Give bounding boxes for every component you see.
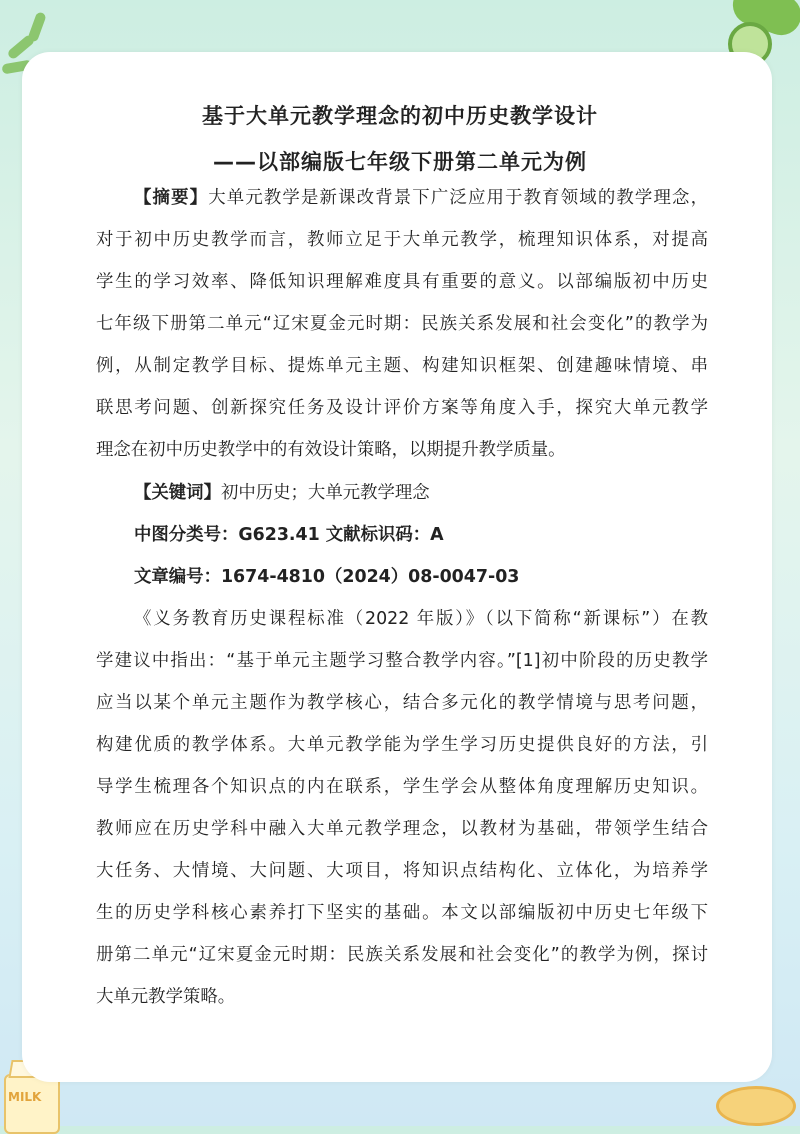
body-line: 册第二单元“辽宋夏金元时期：民族关系发展和社会变化”的教学为例，探讨 xyxy=(96,945,708,965)
abstract-line: 学生的学习效率、降低知识理解难度具有重要的意义。以部编版初中历史 xyxy=(96,272,708,292)
abstract-line: 七年级下册第二单元“辽宋夏金元时期：民族关系发展和社会变化”的教学为 xyxy=(96,314,708,334)
abstract-label: 【摘要】 xyxy=(134,188,209,208)
keywords-label: 【关键词】 xyxy=(134,483,221,503)
body-line: 应当以某个单元主题作为教学核心，结合多元化的教学情境与思考问题， xyxy=(96,693,708,713)
title-line-2: ——以部编版七年级下册第二单元为例 xyxy=(213,150,587,174)
abstract-line: 理念在初中历史教学中的有效设计策略，以期提升教学质量。 xyxy=(96,440,566,460)
title-line-1: 基于大单元教学理念的初中历史教学设计 xyxy=(202,104,598,128)
body-line: 《义务教育历史课程标准（2022 年版）》（以下简称“新课标”）在教 xyxy=(134,609,708,629)
body-line: 生的历史学科核心素养打下坚实的基础。本文以部编版初中历史七年级下 xyxy=(96,903,708,923)
classification: 中图分类号：G623.41 文献标识码：A xyxy=(134,525,444,545)
body-line: 构建优质的教学体系。大单元教学能为学生学习历史提供良好的方法，引 xyxy=(96,735,708,755)
keywords-text: 初中历史；大单元教学理念 xyxy=(220,483,430,503)
body-line: 大单元教学策略。 xyxy=(96,987,236,1007)
abstract-line: 例，从制定教学目标、提炼单元主题、构建知识框架、创建趣味情境、串 xyxy=(96,356,708,376)
milk-label: MILK xyxy=(8,1090,42,1104)
abstract-text: 大单元教学是新课改背景下广泛应用于教育领域的教学理念， xyxy=(208,188,708,208)
body-line: 导学生梳理各个知识点的内在联系，学生学会从整体角度理解历史知识。 xyxy=(96,777,708,797)
body-line: 学建议中指出：“基于单元主题学习整合教学内容。”[1]初中阶段的历史教学 xyxy=(96,651,708,671)
article-number: 文章编号：1674-4810（2024）08-0047-03 xyxy=(134,567,520,587)
abstract-line: 联思考问题、创新探究任务及设计评价方案等角度入手，探究大单元教学 xyxy=(96,398,708,418)
body-line: 教师应在历史学科中融入大单元教学理念，以教材为基础，带领学生结合 xyxy=(96,819,708,839)
keywords xyxy=(134,481,708,505)
abstract-line: 对于初中历史教学而言，教师立足于大单元教学，梳理知识体系，对提高 xyxy=(96,230,708,250)
body-line: 大任务、大情境、大问题、大项目，将知识点结构化、立体化，为培养学 xyxy=(96,861,708,881)
bowl-decoration xyxy=(712,1082,800,1126)
abstract-first-line xyxy=(134,186,708,210)
